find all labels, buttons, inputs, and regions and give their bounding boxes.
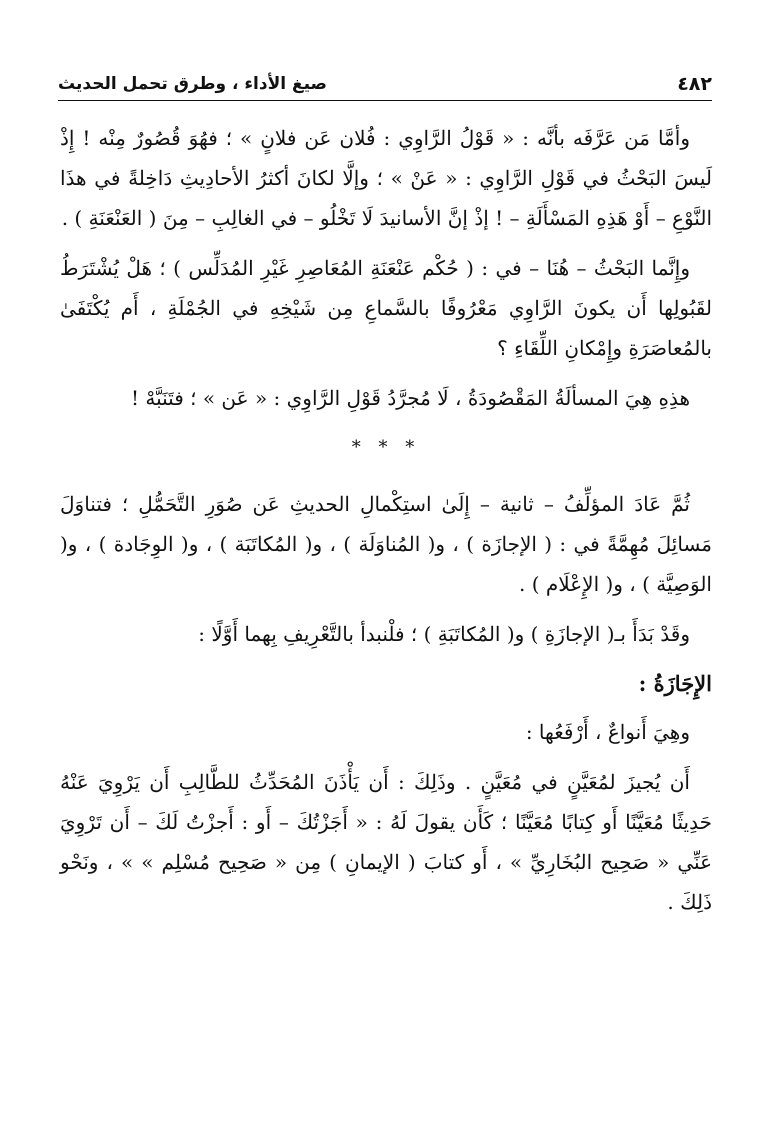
header-divider	[58, 100, 712, 101]
paragraph-3: هذِهِ هِيَ المسألَةُ المَقْصُودَةُ ، لَا مُجرَّدُ قَوْلِ الرَّاوِي : « عَن » ؛ فتَنَبَّهْ !	[130, 386, 690, 410]
page-body	[60, 118, 712, 932]
paragraph-5: وقَدْ بَدَأَ بـ( الإجازَةِ ) و( المُكاتَبَةِ ) ؛ فلْنبدأ بالتَّعْرِيفِ بِهما أَوَّلًا :	[198, 622, 690, 646]
section-heading-ijaza: الإِجَازَةُ :	[638, 671, 712, 696]
section-separator: * * *	[351, 437, 421, 458]
paragraph-4: ثُمَّ عَادَ المؤلِّفُ – ثانية – إِلَىٰ استِكْمالِ الحديثِ عَن صُوَرِ التَّحَمُّلِ ؛ فتناوَلَ مَسائِلَ مُهِمَّةً في : ( الإجازَة ) ، و( المُناوَلَة ) ، و( المُكاتَبَة ) ، و( الوِجَادة ) ، و( الوَصِيَّة ) ، و( الإِعْلَام ) .	[60, 492, 712, 596]
page-header	[58, 62, 712, 96]
paragraph-2: وإِنَّما البَحْثُ – هُنَا – في : ( حُكْم عَنْعَنَةِ المُعَاصِرِ غَيْرِ المُدَلِّس ) ؛ هَلْ يُشْتَرَطُ لقَبُولِها أَن يكونَ الرَّاوِي مَعْرُوفًا بالسَّماعِ مِن شَيْخِهِ في الجُمْلَةِ ، أَم يُكْتَفَىٰ بالمُعاصَرَةِ وإِمْكانِ اللِّقَاءِ ؟	[60, 256, 712, 360]
paragraph-1: وأمَّا مَن عَرَّفَه بأنَّه : « قَوْلُ الرَّاوِي : فُلان عَن فلانٍ » ؛ فهُوَ قُصُورٌ مِنْه ! إِذْ لَيسَ البَحْثُ في قَوْلِ الرَّاوِي : « عَنْ » ؛ وإلَّا لكانَ أكثرُ الأحادِيثِ دَاخِلةً في هذَا النَّوْعِ – أَوْ هَذِهِ المَسْأَلَةِ – ! إذْ إنَّ الأسانيدَ لَا تَخْلُو – في الغالِبِ – مِنَ ( العَنْعَنَةِ ) .	[60, 126, 712, 230]
paragraph-7: أَن يُجيزَ لمُعَيَّنٍ في مُعَيَّنٍ . وذَلِكَ : أَن يَأْذَنَ المُحَدِّثُ للطَّالِبِ أَن يَرْوِيَ عَنْهُ حَدِيثًا مُعَيَّنًا أَو كِتابًا مُعَيَّنًا ؛ كَأَن يقولَ لَهُ : « أَجَزْتُكَ – أَو : أَجزْتُ لَكَ – أَن تَرْوِيَ عَنِّي « صَحِيح البُخَارِيِّ » ، أَو كتابَ ( الإيمانِ ) مِن « صَحِيح مُسْلِم » » ، ونَحْو ذَلِكَ .	[60, 770, 712, 914]
page-number: ٤٨٢	[677, 73, 712, 95]
paragraph-6: وهِيَ أَنواعٌ ، أَرْفَعُها :	[525, 720, 690, 744]
running-title: صيغ الأداء ، وطرق تحمل الحديث	[58, 74, 327, 94]
